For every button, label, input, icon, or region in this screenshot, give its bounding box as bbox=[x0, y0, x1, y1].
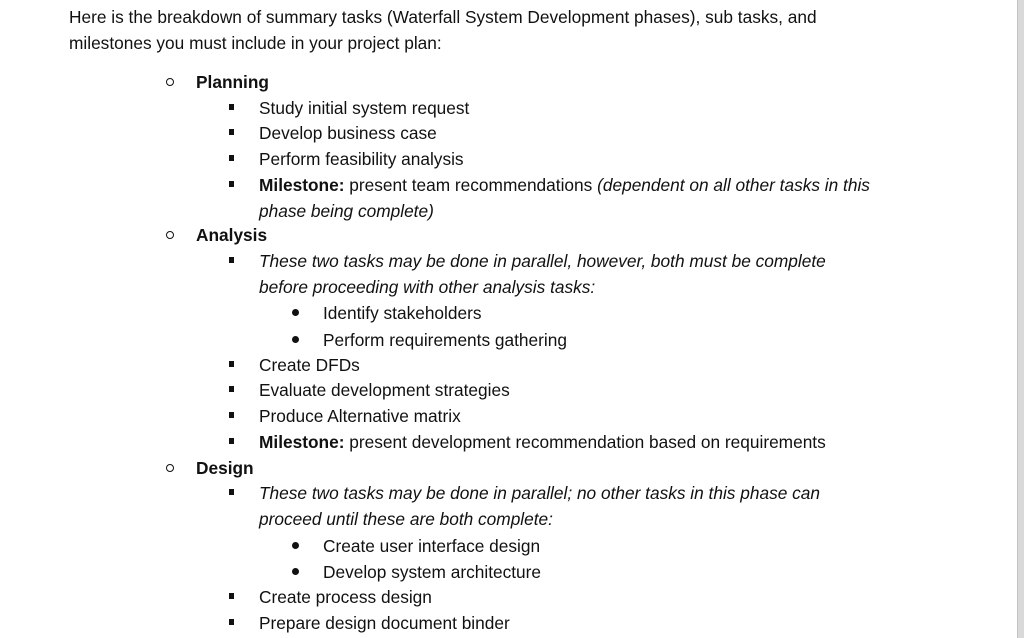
milestone-item bbox=[259, 431, 826, 453]
dot-bullet-icon bbox=[292, 336, 299, 343]
milestone-note-continued: phase being complete) bbox=[259, 201, 434, 221]
parallel-note: These two tasks may be done in parallel, however, both must be complete bbox=[259, 251, 826, 271]
milestone-text: present development recommendation based on requirements bbox=[349, 432, 826, 452]
square-bullet-icon bbox=[229, 257, 234, 263]
task-item: Produce Alternative matrix bbox=[259, 406, 461, 426]
dot-bullet-icon bbox=[292, 542, 299, 549]
task-item: Study initial system request bbox=[259, 98, 470, 118]
parallel-note-continued: proceed until these are both complete: bbox=[259, 509, 553, 529]
task-item: Prepare design document binder bbox=[259, 613, 510, 633]
square-bullet-icon bbox=[229, 104, 234, 110]
square-bullet-icon bbox=[229, 593, 234, 599]
parallel-task-item: Create user interface design bbox=[323, 536, 541, 556]
milestone-note: (dependent on all other tasks in this bbox=[597, 175, 870, 195]
task-item: Develop business case bbox=[259, 123, 437, 143]
circle-bullet-icon bbox=[166, 464, 174, 472]
task-item: Evaluate development strategies bbox=[259, 380, 510, 400]
task-item: Create process design bbox=[259, 587, 432, 607]
circle-bullet-icon bbox=[166, 231, 174, 239]
square-bullet-icon bbox=[229, 619, 234, 625]
milestone-label: Milestone: bbox=[259, 175, 345, 195]
task-item: Perform feasibility analysis bbox=[259, 149, 464, 169]
phase-title-planning: Planning bbox=[196, 72, 269, 92]
parallel-task-item: Develop system architecture bbox=[323, 562, 542, 582]
square-bullet-icon bbox=[229, 489, 234, 495]
square-bullet-icon bbox=[229, 181, 234, 187]
dot-bullet-icon bbox=[292, 309, 299, 316]
intro-line-2: milestones you must include in your project plan: bbox=[69, 33, 442, 53]
square-bullet-icon bbox=[229, 438, 234, 444]
square-bullet-icon bbox=[229, 361, 234, 367]
circle-bullet-icon bbox=[166, 78, 174, 86]
milestone-label: Milestone: bbox=[259, 432, 345, 452]
parallel-task-item: Identify stakeholders bbox=[323, 303, 482, 323]
square-bullet-icon bbox=[229, 386, 234, 392]
parallel-note: These two tasks may be done in parallel; no other tasks in this phase can bbox=[259, 483, 820, 503]
task-item: Create DFDs bbox=[259, 355, 360, 375]
vertical-scrollbar[interactable] bbox=[1017, 0, 1024, 638]
milestone-text: present team recommendations bbox=[349, 175, 593, 195]
parallel-note-continued: before proceeding with other analysis tasks: bbox=[259, 277, 596, 297]
milestone-item bbox=[259, 174, 870, 196]
square-bullet-icon bbox=[229, 155, 234, 161]
phase-title-analysis: Analysis bbox=[196, 225, 268, 245]
square-bullet-icon bbox=[229, 412, 234, 418]
intro-line-1: Here is the breakdown of summary tasks (Waterfall System Development phases), sub tasks, and bbox=[69, 7, 817, 27]
parallel-task-item: Perform requirements gathering bbox=[323, 330, 567, 350]
square-bullet-icon bbox=[229, 129, 234, 135]
dot-bullet-icon bbox=[292, 568, 299, 575]
phase-title-design: Design bbox=[196, 458, 254, 478]
